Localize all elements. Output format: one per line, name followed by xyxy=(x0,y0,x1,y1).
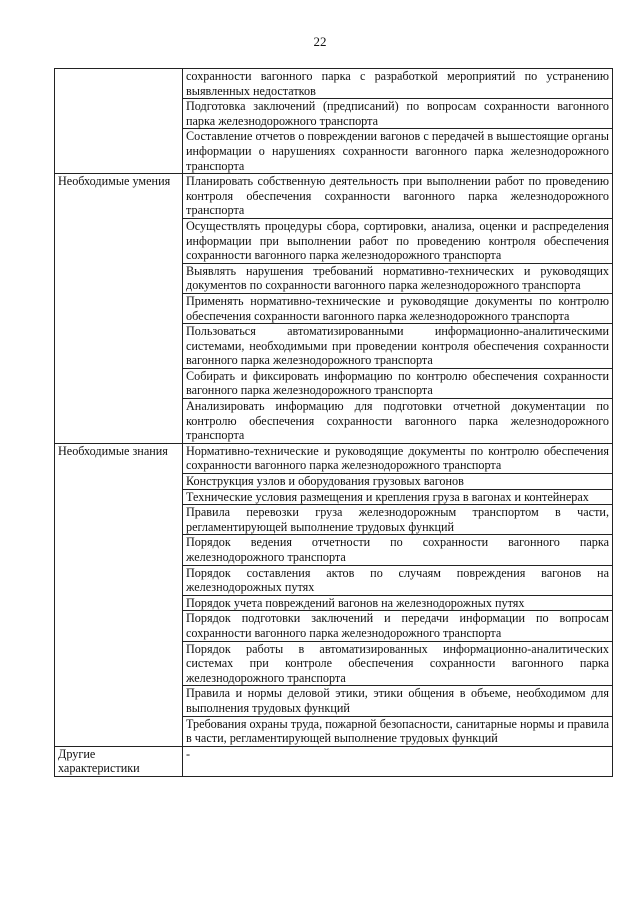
table-cell: Правила и нормы деловой этики, этики общения в объеме, необходимом для выполнения трудовых функций xyxy=(183,686,613,716)
other-label: Другие характеристики xyxy=(55,746,183,776)
table-cell: Технические условия размещения и крепления груза в вагонах и контейнерах xyxy=(183,489,613,505)
table-cell: Конструкция узлов и оборудования грузовых вагонов xyxy=(183,474,613,490)
table-row xyxy=(55,174,613,219)
table-cell: Порядок подготовки заключений и передачи информации по вопросам сохранности вагонного парка железнодорожного транспорта xyxy=(183,611,613,641)
table-cell: Порядок составления актов по случаям повреждения вагонов на железнодорожных путях xyxy=(183,565,613,595)
knowledge-label: Необходимые знания xyxy=(55,443,183,746)
table-cell: Планировать собственную деятельность при выполнении работ по проведению контроля обеспечения сохранности вагонного парка железнодорожного транспорта xyxy=(183,174,613,219)
skills-label: Необходимые умения xyxy=(55,174,183,444)
page-number: 22 xyxy=(313,34,327,49)
table-row xyxy=(55,443,613,473)
table-row xyxy=(55,746,613,776)
table-cell: Правила перевозки груза железнодорожным транспортом в части, регламентирующей выполнение трудовых функций xyxy=(183,505,613,535)
table-cell: Порядок ведения отчетности по сохранности вагонного парка железнодорожного транспорта xyxy=(183,535,613,565)
table-cell: Анализировать информацию для подготовки отчетной документации по контролю обеспечения сохранности вагонного парка железнодорожного транспорта xyxy=(183,399,613,444)
table-cell: сохранности вагонного парка с разработкой мероприятий по устранению выявленных недостатков xyxy=(183,69,613,99)
table-row xyxy=(55,69,613,99)
table-cell: Порядок учета повреждений вагонов на железнодорожных путях xyxy=(183,595,613,611)
table-cell: Пользоваться автоматизированными информационно-аналитическими системами, необходимыми при проведении контроля обеспечения сохранности вагонного парка железнодорожного транспорта xyxy=(183,324,613,369)
table-cell: Подготовка заключений (предписаний) по вопросам сохранности вагонного парка железнодорожного транспорта xyxy=(183,99,613,129)
table-cell: Составление отчетов о повреждении вагонов с передачей в вышестоящие органы информации о нарушениях сохранности вагонного парка железнодорожного транспорта xyxy=(183,129,613,174)
table-cell: Собирать и фиксировать информацию по контролю обеспечения сохранности вагонного парка железнодорожного транспорта xyxy=(183,368,613,398)
table-cell: Порядок работы в автоматизированных информационно-аналитических системах при контроле обеспечения сохранности вагонного парка железнодорожного транспорта xyxy=(183,641,613,686)
table-cell: Осуществлять процедуры сбора, сортировки, анализа, оценки и распределения информации при выполнении работ по проведению контроля обеспечения сохранности вагонного парка железнодорожного транспорта xyxy=(183,218,613,263)
competency-table xyxy=(54,68,613,777)
table-cell: Применять нормативно-технические и руководящие документы по контролю обеспечения сохранности вагонного парка железнодорожного транспорта xyxy=(183,293,613,323)
other-value: - xyxy=(183,746,613,776)
table-cell: Выявлять нарушения требований нормативно-технических и руководящих документов по сохранности вагонного парка железнодорожного транспорта xyxy=(183,263,613,293)
table-cell: Нормативно-технические и руководящие документы по контролю обеспечения сохранности вагонного парка железнодорожного транспорта xyxy=(183,443,613,473)
table-cell: Требования охраны труда, пожарной безопасности, санитарные нормы и правила в части, регламентирующей выполнение трудовых функций xyxy=(183,716,613,746)
label-cell-empty xyxy=(55,69,183,174)
